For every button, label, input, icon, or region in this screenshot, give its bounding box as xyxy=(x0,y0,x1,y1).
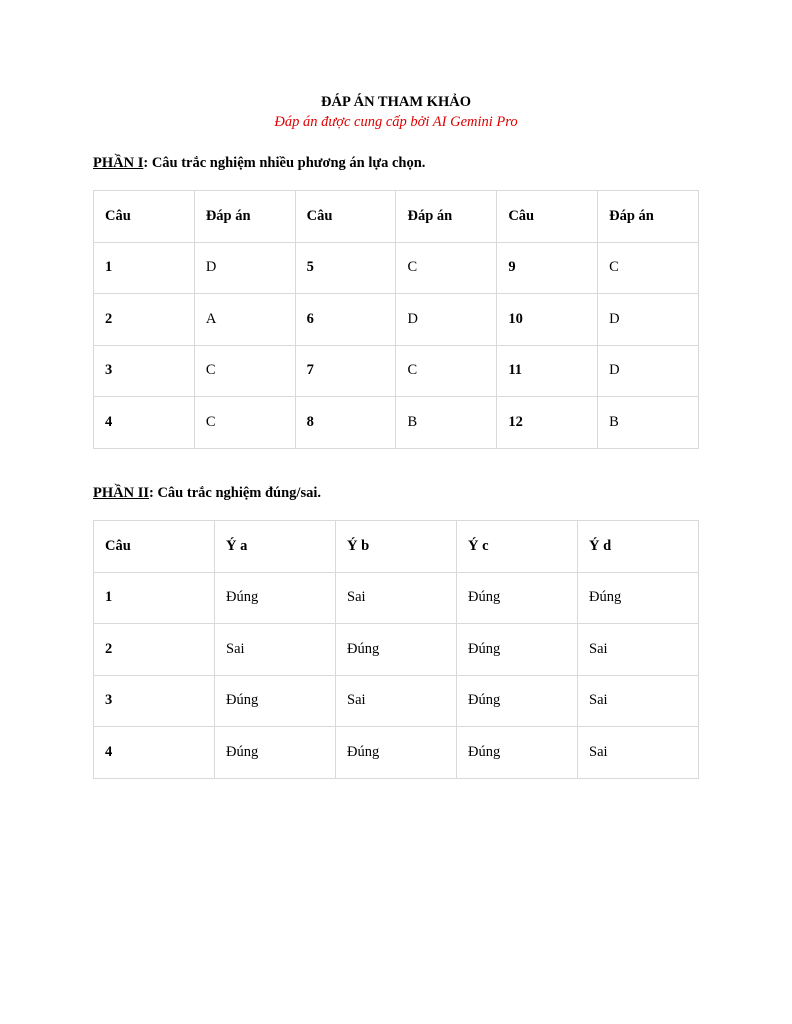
true-false-answer-table xyxy=(93,520,699,779)
question-number: 4 xyxy=(94,397,195,449)
column-header: Đáp án xyxy=(396,191,497,243)
answer-cell: Đúng xyxy=(336,624,457,676)
question-number: 1 xyxy=(94,242,195,294)
answer-cell: Sai xyxy=(336,572,457,624)
table-header-row xyxy=(94,191,699,243)
table-row xyxy=(94,572,699,624)
answer-cell: B xyxy=(396,397,497,449)
part2-description: : Câu trắc nghiệm đúng/sai. xyxy=(149,485,322,501)
answer-cell: Sai xyxy=(336,675,457,727)
answer-cell: Đúng xyxy=(215,572,336,624)
column-header: Đáp án xyxy=(598,191,699,243)
page-title: ĐÁP ÁN THAM KHẢO xyxy=(321,94,471,110)
answer-cell: Đúng xyxy=(457,675,578,727)
table-row xyxy=(94,624,699,676)
multiple-choice-answer-table xyxy=(93,190,699,449)
answer-cell: C xyxy=(194,345,295,397)
answer-cell: C xyxy=(194,397,295,449)
answer-cell: Sai xyxy=(578,624,699,676)
question-number: 10 xyxy=(497,294,598,346)
column-header: Đáp án xyxy=(194,191,295,243)
question-number: 4 xyxy=(94,727,215,779)
column-header: Câu xyxy=(497,191,598,243)
question-number: 3 xyxy=(94,675,215,727)
column-header: Ý a xyxy=(215,521,336,573)
column-header: Ý d xyxy=(578,521,699,573)
column-header: Câu xyxy=(94,191,195,243)
question-number: 12 xyxy=(497,397,598,449)
question-number: 11 xyxy=(497,345,598,397)
table-row xyxy=(94,727,699,779)
answer-cell: Đúng xyxy=(578,572,699,624)
answer-cell: B xyxy=(598,397,699,449)
question-number: 9 xyxy=(497,242,598,294)
answer-cell: Sai xyxy=(215,624,336,676)
question-number: 2 xyxy=(94,294,195,346)
table-row xyxy=(94,294,699,346)
part1-description: : Câu trắc nghiệm nhiều phương án lựa chọn. xyxy=(143,155,426,171)
answer-cell: Đúng xyxy=(215,727,336,779)
table-row xyxy=(94,242,699,294)
page-subtitle: Đáp án được cung cấp bởi AI Gemini Pro xyxy=(274,114,518,130)
column-header: Câu xyxy=(94,521,215,573)
column-header: Ý b xyxy=(336,521,457,573)
answer-cell: D xyxy=(194,242,295,294)
table-row xyxy=(94,675,699,727)
answer-cell: C xyxy=(396,242,497,294)
answer-cell: C xyxy=(396,345,497,397)
answer-cell: D xyxy=(598,345,699,397)
answer-cell: Đúng xyxy=(336,727,457,779)
question-number: 1 xyxy=(94,572,215,624)
answer-cell: D xyxy=(598,294,699,346)
part1-label: PHẦN I xyxy=(93,155,144,171)
part1-heading xyxy=(93,155,425,172)
answer-cell: Sai xyxy=(578,727,699,779)
answer-cell: A xyxy=(194,294,295,346)
part2-heading xyxy=(93,485,321,502)
table-row xyxy=(94,345,699,397)
question-number: 3 xyxy=(94,345,195,397)
part2-label: PHẦN II xyxy=(93,485,149,501)
question-number: 2 xyxy=(94,624,215,676)
question-number: 5 xyxy=(295,242,396,294)
answer-cell: Đúng xyxy=(457,624,578,676)
question-number: 8 xyxy=(295,397,396,449)
question-number: 7 xyxy=(295,345,396,397)
table-row xyxy=(94,397,699,449)
answer-cell: D xyxy=(396,294,497,346)
answer-cell: Đúng xyxy=(457,572,578,624)
answer-cell: Đúng xyxy=(215,675,336,727)
answer-cell: Sai xyxy=(578,675,699,727)
column-header: Ý c xyxy=(457,521,578,573)
answer-cell: C xyxy=(598,242,699,294)
answer-cell: Đúng xyxy=(457,727,578,779)
table-header-row xyxy=(94,521,699,573)
column-header: Câu xyxy=(295,191,396,243)
question-number: 6 xyxy=(295,294,396,346)
